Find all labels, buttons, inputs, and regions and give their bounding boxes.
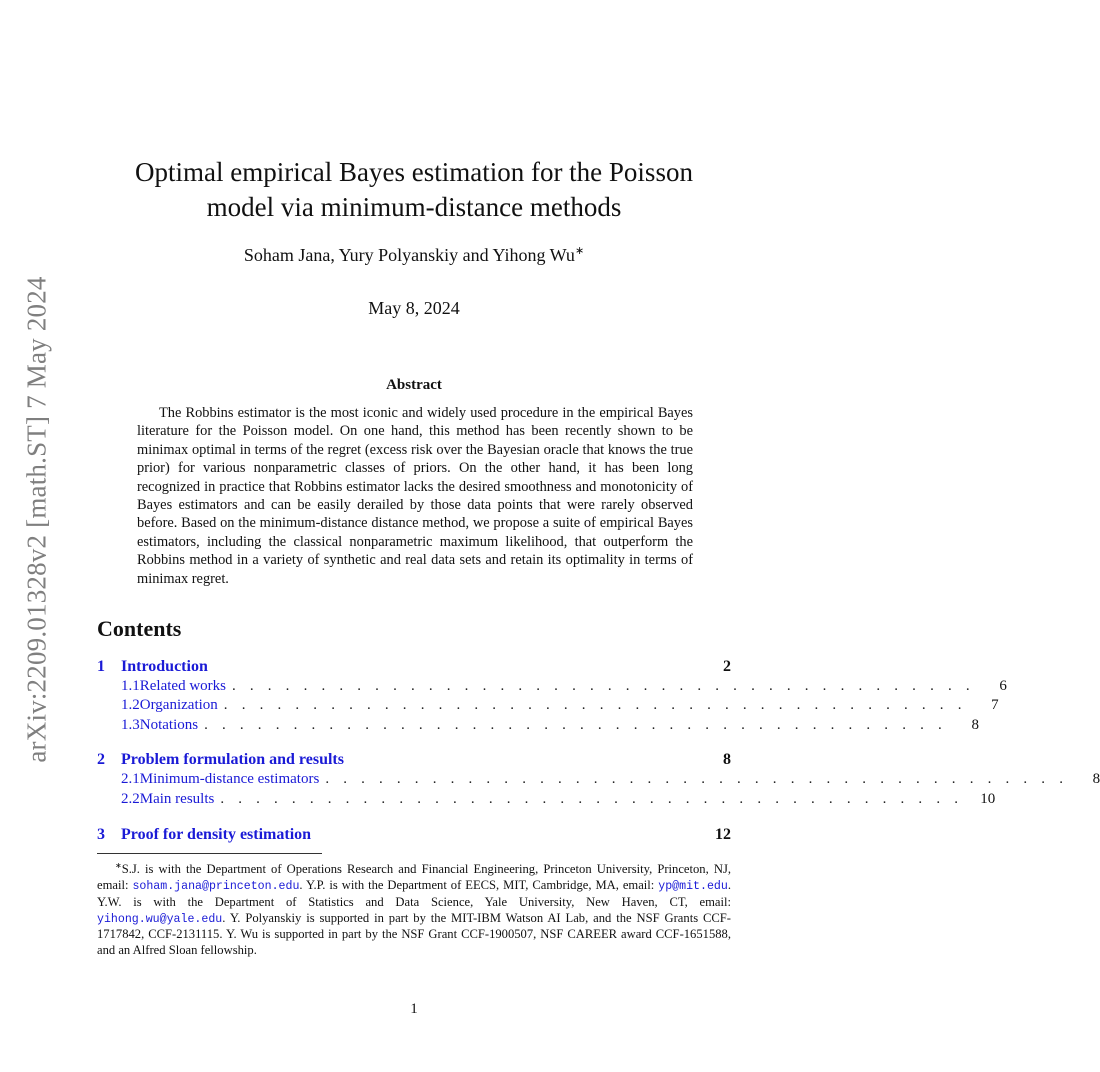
toc-number: 1.3 [121,717,140,733]
toc-title-link[interactable]: Related works [139,678,226,694]
page-number: 1 [410,1001,418,1017]
toc-page: 2 [723,658,731,675]
paper-title [96,155,732,225]
toc-title-link[interactable]: Proof for density estimation [121,826,312,843]
toc-page: 7 [991,697,999,713]
toc-number: 1 [97,658,105,675]
toc-leader-dots: . . . . . . . . . . . . . . . . . . . . . . . . . . . . . . . . . . . . . . . . . . [220,791,964,807]
toc-leader-dots: . . . . . . . . . . . . . . . . . . . . . . . . . . . . . . . . . . . . . . . . . . [231,678,975,694]
toc-leader-dots: . . . . . . . . . . . . . . . . . . . . . . . . . . . . . . . . . . . . . . . . . . [204,717,947,733]
toc-title-link[interactable]: Main results [139,791,215,807]
toc-page: 8 [1092,771,1100,787]
toc-title-link[interactable]: Minimum-distance estimators [139,771,320,787]
footnote [97,858,731,959]
toc-page: 10 [980,791,996,807]
toc-page: 6 [999,678,1007,694]
toc-page: 8 [971,717,979,733]
author-list [96,244,732,266]
footnote-text-4: . Y. Polyanskiy is supported in part by the MIT-IBM Watson AI Lab, and the NSF Grants CCF-1717842, CCF-2131115. Y. Wu is supported in part by the NSF Grant CCF-1900507, NSF CAREER award CCF-1651588, and an Alfred Sloan fellowship. [97,910,731,958]
footnote-text-3: . Y.W. is with the Department of Statistics and Data Science, Yale University, New Haven, CT, email: [97,877,731,909]
footnote-mark: ∗ [115,861,122,870]
author-footnote-mark[interactable]: ∗ [574,245,585,257]
arxiv-stamp [16,272,58,767]
toc-entry-problem-formulation[interactable] [97,751,731,771]
toc-title-link[interactable]: Notations [139,717,199,733]
authors-text: Soham Jana, Yury Polyanskiy and Yihong Wu [243,245,575,265]
toc-number: 1.1 [121,678,140,694]
footnote-text-1: S.J. is with the Department of Operations Research and Financial Engineering, Princeton University, Princeton, NJ, email: [97,862,731,892]
footnote-text-2: . Y.P. is with the Department of EECS, MIT, Cambridge, MA, email: [299,877,659,892]
toc-leader-dots: . . . . . . . . . . . . . . . . . . . . . . . . . . . . . . . . . . . . . . . . . . [325,771,1069,787]
toc-number: 3 [97,826,105,843]
toc-title-link[interactable]: Organization [139,697,218,713]
toc-entry-notations[interactable] [97,717,979,737]
toc-page: 12 [715,826,731,843]
toc-title-link[interactable]: Problem formulation and results [121,751,344,768]
footnote-divider [97,853,322,854]
email-link-jana[interactable]: soham.jana@princeton.edu [132,879,300,893]
title-line-1: Optimal empirical Bayes estimation for the Poisson [135,157,693,187]
contents-heading: Contents [97,616,182,641]
email-link-wu[interactable]: yihong.wu@yale.edu [97,912,223,926]
toc-entry-minimum-distance[interactable] [97,771,1100,791]
publication-date: May 8, 2024 [368,298,460,318]
toc-entry-proof-density[interactable] [97,826,731,846]
toc-number: 2 [97,751,105,768]
toc-number: 2.1 [121,771,140,787]
toc-entry-related-works[interactable] [97,678,1007,698]
toc-leader-dots: . . . . . . . . . . . . . . . . . . . . . . . . . . . . . . . . . . . . . . . . . . [223,697,967,713]
toc-number: 1.2 [121,697,140,713]
abstract-heading: Abstract [386,377,442,393]
toc-number: 2.2 [121,791,140,807]
toc-entry-introduction[interactable] [97,658,731,678]
arxiv-identifier: arXiv:2209.01328v2 [math.ST] 7 May 2024 [21,276,52,763]
title-line-2: model via minimum-distance methods [206,192,622,222]
toc-title-link[interactable]: Introduction [121,658,208,675]
toc-entry-main-results[interactable] [97,791,996,811]
toc-entry-organization[interactable] [97,697,999,717]
email-link-polyanskiy[interactable]: yp@mit.edu [658,879,728,893]
abstract-body: The Robbins estimator is the most iconic and widely used procedure in the empirical Bayes literature for the Poisson model. On one hand, this method has been recently shown to be minimax optimal in terms of the regret (excess risk over the Bayesian oracle that knows the true prior) for various nonparametric classes of priors. On the other hand, it has been long recognized in practice that Robbins estimator lacks the desired smoothness and monotonicity of Bayes estimators and can be easily derailed by those data points that were rarely observed before. Based on the minimum-distance distance method, we propose a suite of empirical Bayes estimators, including the classical nonparametric maximum likelihood, that outperform the Robbins method in a variety of synthetic and real data sets and retain its optimality in terms of minimax regret. [137,405,693,587]
toc-page: 8 [723,751,731,768]
